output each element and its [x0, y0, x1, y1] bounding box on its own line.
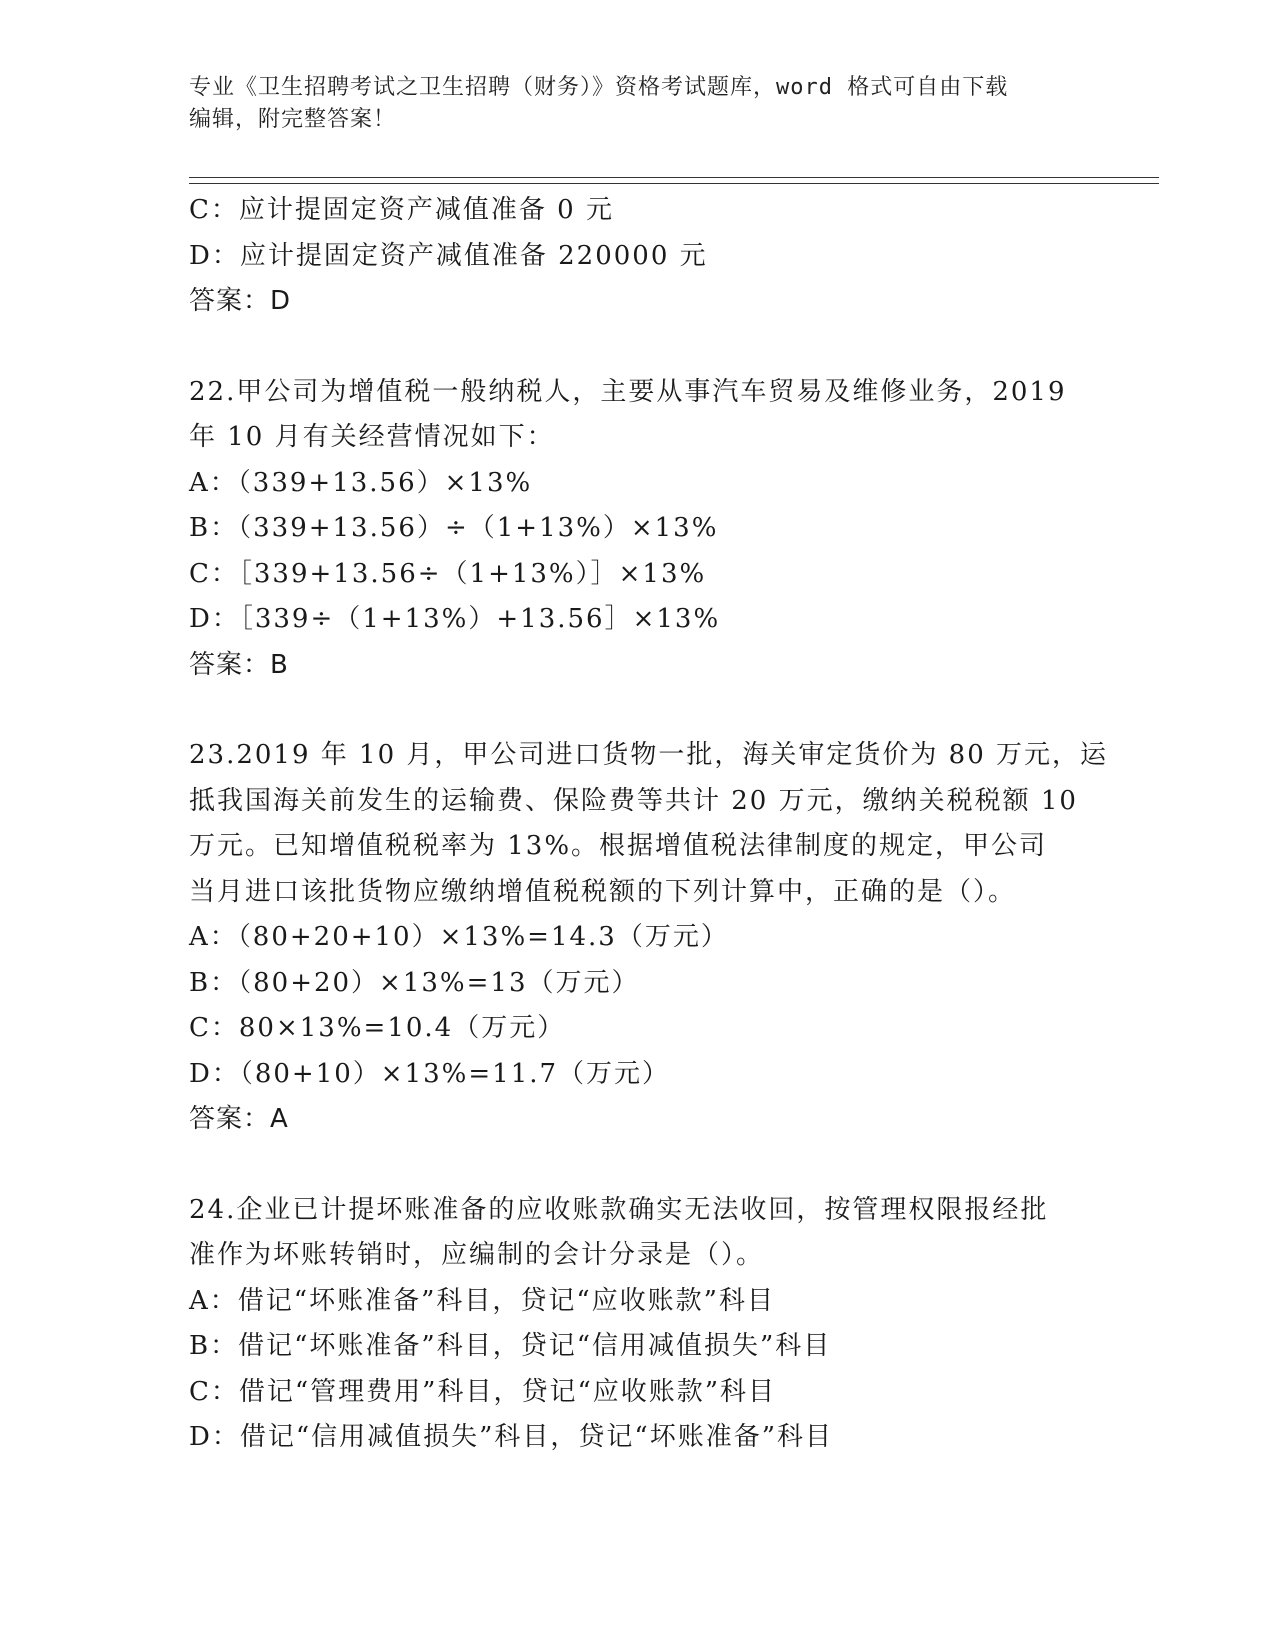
- question-stem: 抵我国海关前发生的运输费、保险费等共计 20 万元，缴纳关税税额 10: [189, 785, 1078, 816]
- option-a: A：（80+20+10）×13%=14.3（万元）: [189, 922, 729, 952]
- option-a: A：（339+13.56）×13%: [189, 467, 533, 498]
- question-stem: 准作为坏账转销时，应编制的会计分录是（）。: [189, 1240, 765, 1270]
- header-divider-top: [189, 177, 1159, 178]
- option-d: D：［339÷（1+13%）+13.56］×13%: [189, 604, 721, 634]
- question-stem: 当月进口该批货物应缴纳增值税税额的下列计算中，正确的是（）。: [189, 876, 1017, 907]
- header-line-2: 编辑，附完整答案！: [189, 107, 397, 132]
- question-stem: 22.甲公司为增值税一般纳税人，主要从事汽车贸易及维修业务，2019: [189, 376, 1067, 407]
- question-23: [189, 733, 1109, 1143]
- option-d: D：应计提固定资产减值准备 220000 元: [189, 240, 708, 271]
- option-b: B：（80+20）×13%=13（万元）: [189, 967, 640, 998]
- question-stem: 23.2019 年 10 月，甲公司进口货物一批，海关审定货价为 80 万元，运: [189, 740, 1109, 770]
- question-22: [189, 370, 1089, 689]
- spacer: [189, 325, 1089, 370]
- question-24: [189, 1188, 1089, 1461]
- question-21-tail: [189, 188, 1089, 325]
- spacer: [189, 688, 1089, 733]
- option-d: D：（80+10）×13%=11.7（万元）: [189, 1058, 671, 1089]
- option-d: D：借记“信用减值损失”科目，贷记“坏账准备”科目: [189, 1422, 834, 1452]
- option-b: B：（339+13.56）÷（1+13%）×13%: [189, 513, 719, 543]
- header-line-1: 专业《卫生招聘考试之卫生招聘（财务）》资格考试题库，word 格式可自由下载: [189, 75, 1009, 100]
- option-c: C：［339+13.56÷（1+13%）］×13%: [189, 558, 707, 589]
- option-b: B：借记“坏账准备”科目，贷记“信用减值损失”科目: [189, 1331, 832, 1361]
- answer-line: 答案：D: [189, 286, 292, 316]
- question-content: [189, 188, 1109, 1461]
- header-divider-bottom: [189, 183, 1159, 184]
- answer-line: 答案：B: [189, 649, 289, 680]
- option-c: C：应计提固定资产减值准备 0 元: [189, 195, 614, 225]
- option-a: A：借记“坏账准备”科目，贷记“应收账款”科目: [189, 1285, 775, 1316]
- question-stem: 年 10 月有关经营情况如下：: [189, 422, 555, 452]
- option-c: C：80×13%=10.4（万元）: [189, 1013, 566, 1043]
- answer-line: 答案：A: [189, 1104, 289, 1134]
- document-header: [189, 72, 1089, 136]
- question-stem: 24.企业已计提坏账准备的应收账款确实无法收回，按管理权限报经批: [189, 1194, 1049, 1225]
- option-c: C：借记“管理费用”科目，贷记“应收账款”科目: [189, 1376, 777, 1407]
- question-stem: 万元。已知增值税税率为 13%。根据增值税法律制度的规定，甲公司: [189, 831, 1048, 861]
- spacer: [189, 1143, 1089, 1188]
